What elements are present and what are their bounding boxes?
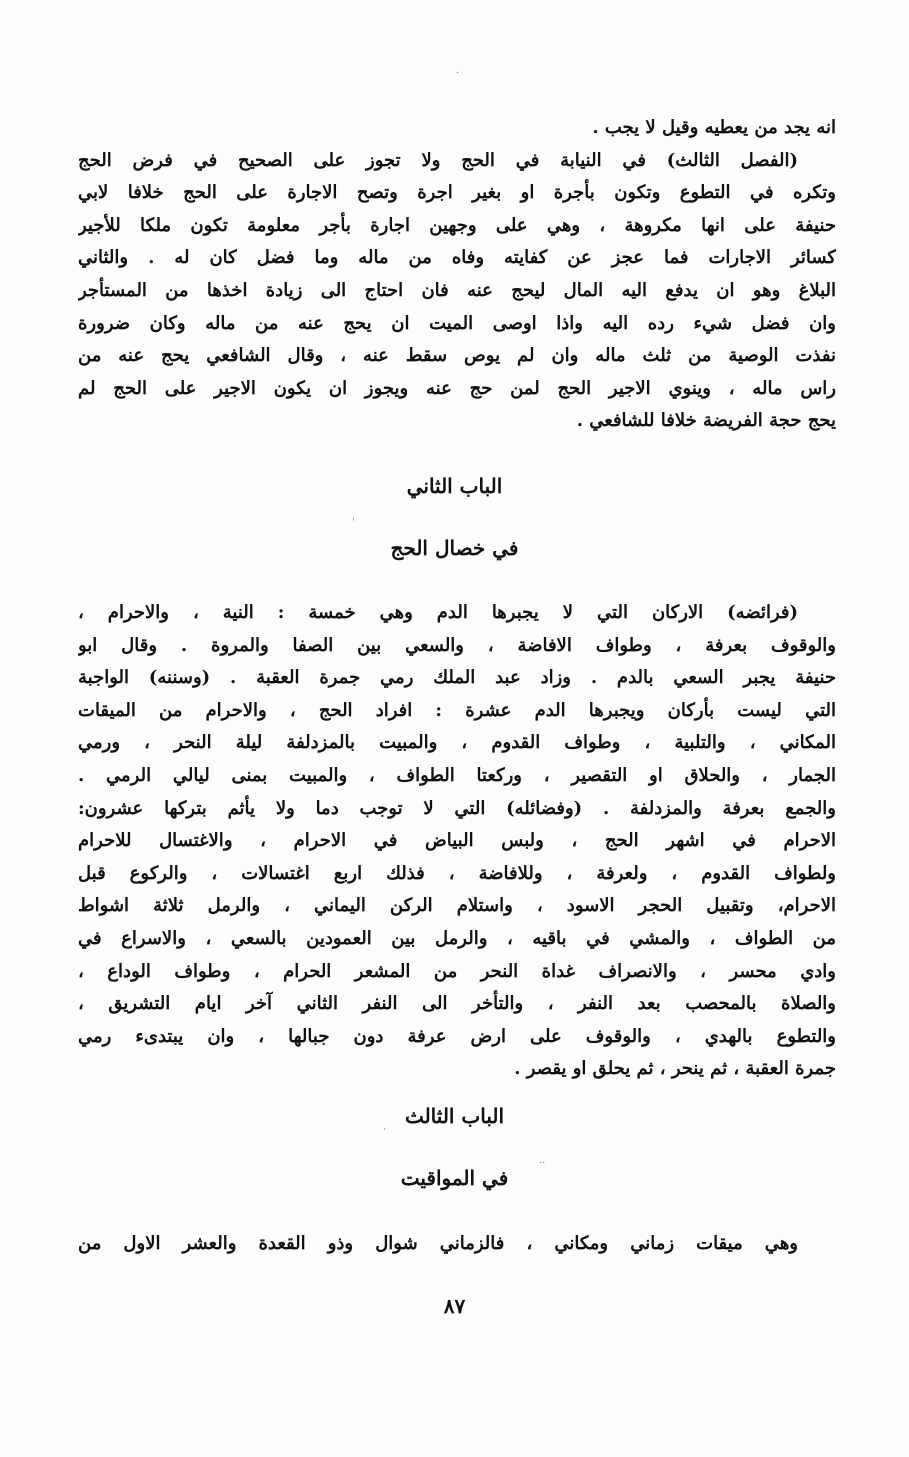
print-speck: · bbox=[456, 68, 460, 79]
text-line: وتكره في التطوع وتكون بأجرة او بغير اجرة وتصح الاجارة على الحج خلافا لابي bbox=[78, 182, 836, 204]
text-line: التي ليست بأركان ويجبرها الدم عشرة : افراد الحج ، والاحرام من الميقات bbox=[78, 699, 836, 721]
print-speck: ˙ bbox=[382, 1128, 387, 1139]
text-line: حنيفة يجبر السعي بالدم . وزاد عبد الملك رمي جمرة العقبة . (وسننه) الواجبة bbox=[78, 667, 836, 689]
text-line: المكاني ، والتلبية ، وطواف القدوم ، والمبيت بالمزدلفة ليلة النحر ، ورمي bbox=[78, 732, 836, 754]
text-line: ولطواف القدوم ، ولعرفة ، وللافاضة ، فذلك اربع اغتسالات ، والركوع قبل bbox=[78, 862, 836, 884]
text-line: والوقوف بعرفة ، وطواف الافاضة ، والسعي بين الصفا والمروة . وقال ابو bbox=[78, 634, 836, 656]
print-speck: ˈ bbox=[352, 518, 355, 529]
chapter-title: الباب الثاني bbox=[406, 474, 503, 498]
text-line: والتطوع بالهدي ، والوقوف على ارض عرفة دون جبالها ، وان يبتدىء رمي bbox=[78, 1025, 836, 1047]
text-line: وادي محسر ، والانصراف غداة النحر من المشعر الحرام ، وطواف الوداع ، bbox=[78, 960, 836, 982]
text-line: (الفصل الثالث) في النيابة في الحج ولا تجوز على الصحيح في فرض الحج bbox=[78, 149, 798, 171]
text-line: حنيفة على انها مكروهة ، وهي على وجهين اجارة بأجر معلومة تكون ملكا للأجير bbox=[78, 214, 836, 236]
page-number: ٨٧ bbox=[443, 1294, 466, 1318]
text-line: نفذت الوصية من ثلث ماله وان لم يوص سقط عنه ، وقال الشافعي يحج عنه من bbox=[78, 345, 836, 367]
text-line: والصلاة بالمحصب بعد النفر ، والتأخر الى النفر الثاني آخر ايام التشريق ، bbox=[78, 993, 836, 1015]
print-speck: ·· bbox=[539, 1158, 546, 1169]
chapter-subtitle: في خصال الحج bbox=[390, 536, 519, 560]
text-line: الاحرام في اشهر الحج ، ولبس البياض في الاحرام ، والاغتسال للاحرام bbox=[78, 830, 836, 852]
text-line: الاحرام، وتقبيل الحجر الاسود ، واستلام الركن اليماني ، والرمل ثلاثة اشواط bbox=[78, 895, 836, 917]
paragraph-pilgrimage-obligations bbox=[78, 597, 836, 1086]
text-line: انه يجد من يعطيه وقيل لا يجب . bbox=[592, 117, 836, 138]
paragraph-miqat bbox=[78, 1228, 836, 1261]
text-line: من الطواف ، والمشي في باقيه ، والرمل بين العمودين بالسعي ، والاسراع في bbox=[78, 927, 836, 949]
paragraph-proxy-pilgrimage bbox=[78, 112, 836, 438]
text-line: وان فضل شيء رده اليه واذا اوصى الميت ان يحج عنه من ماله وكان ضرورة bbox=[78, 312, 836, 334]
text-line: كسائر الاجارات فما عجز عن كفايته وفاه من ماله وما فضل كان له . والثاني bbox=[78, 247, 836, 269]
text-line: يحج حجة الفريضة خلافا للشافعي . bbox=[576, 410, 836, 432]
text-line: (فرائضه) الاركان التي لا يجبرها الدم وهي خمسة : النية ، والاحرام ، bbox=[78, 602, 798, 623]
text-line: الجمار ، والحلاق او التقصير ، وركعتا الطواف ، والمبيت بمنى ليالي الرمي . bbox=[78, 764, 836, 786]
chapter-title: الباب الثالث bbox=[404, 1104, 505, 1128]
text-line: وهي ميقات زماني ومكاني ، فالزماني شوال وذو القعدة والعشر الاول من bbox=[78, 1233, 798, 1254]
text-line: البلاغ وهو ان يدفع اليه المال ليحج عنه فان احتاج الى زيادة اخذها من المستأجر bbox=[78, 279, 836, 301]
chapter-subtitle: في المواقيت bbox=[400, 1166, 509, 1190]
text-line: جمرة العقبة ، ثم ينحر ، ثم يحلق او يقصر . bbox=[514, 1058, 836, 1080]
text-line: والجمع بعرفة والمزدلفة . (وفضائله) التي لا توجب دما ولا يأثم بتركها عشرون: bbox=[78, 797, 836, 819]
text-line: راس ماله ، وينوي الاجير الحج لمن حج عنه ويجوز ان يكون الاجير على الحج لم bbox=[78, 377, 836, 399]
